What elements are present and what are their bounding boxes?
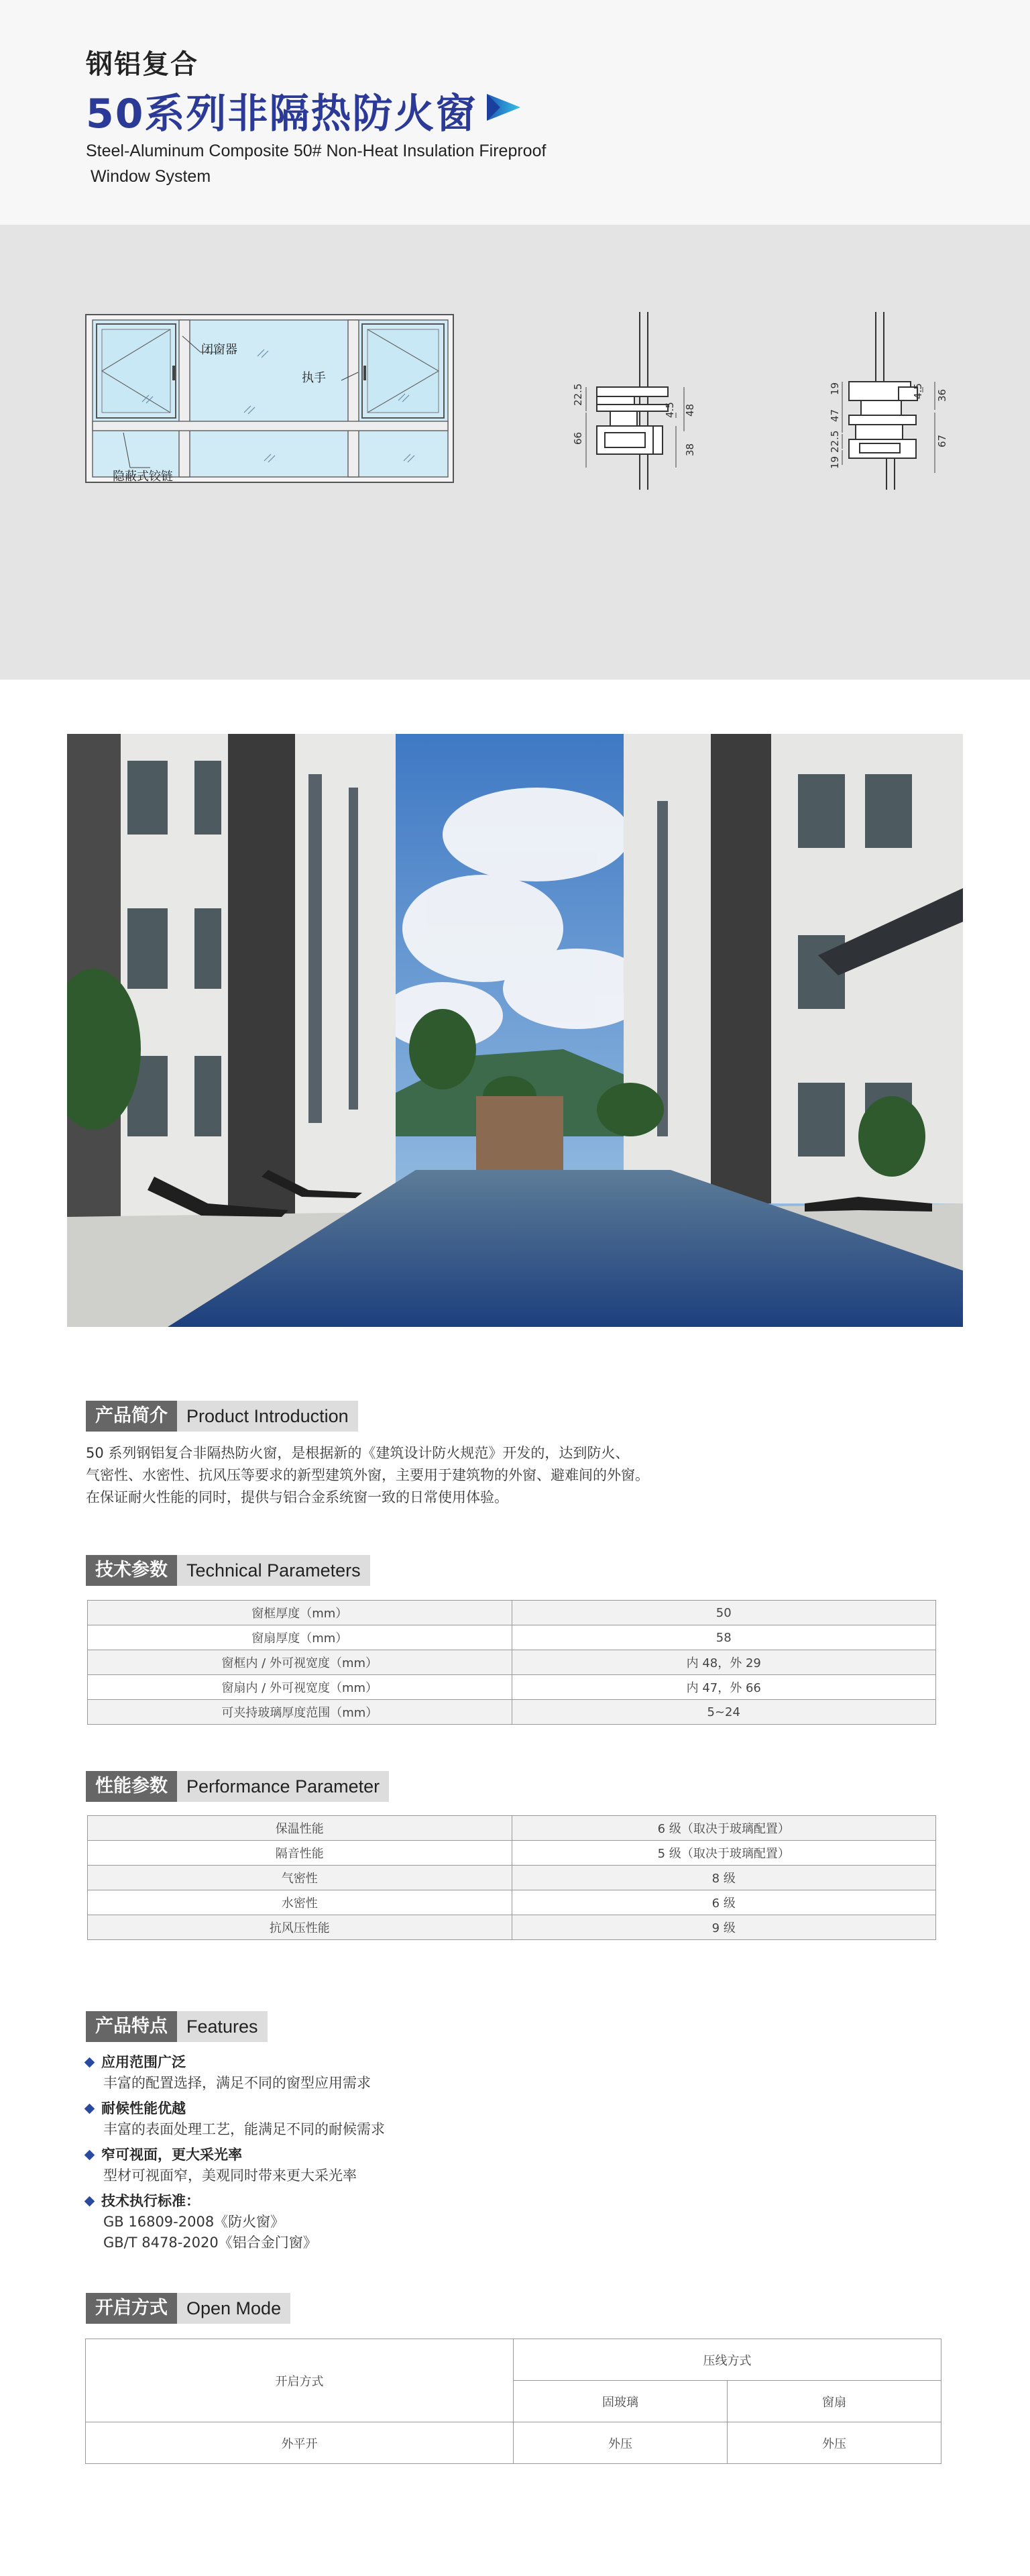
param-name: 水密性 — [88, 1890, 512, 1915]
section-intro-cn: 产品简介 — [86, 1401, 177, 1432]
feature-item — [86, 2051, 891, 2094]
dim-22-5-b: 22.5 — [829, 430, 841, 453]
feature-desc: 丰富的配置选择，满足不同的窗型应用需求 — [103, 2075, 371, 2091]
cell-open-mode: 外平开 — [86, 2422, 514, 2464]
dim-67: 67 — [936, 434, 948, 447]
label-hinge: 隐蔽式铰链 — [113, 470, 173, 484]
intro-line: 气密性、水密性、抗风压等要求的新型建筑外窗，主要用于建筑物的外窗、避难间的外窗。 — [86, 1467, 649, 1483]
table-row — [88, 1625, 936, 1650]
header-press-mode: 压线方式 — [514, 2339, 941, 2381]
frame-section-drawing — [550, 312, 711, 493]
table-row — [88, 1866, 936, 1890]
left-building — [67, 734, 396, 1217]
technical-drawings — [0, 225, 1030, 680]
section-header-open — [86, 2293, 290, 2324]
photo-illustration — [67, 734, 963, 1327]
play-arrow-icon — [484, 93, 522, 122]
section-features-en: Features — [177, 2011, 268, 2042]
param-value: 5~24 — [512, 1700, 936, 1725]
intro-line: 在保证耐火性能的同时，提供与铝合金系统窗一致的日常使用体验。 — [86, 1489, 508, 1505]
param-name: 窗扇厚度（mm） — [88, 1625, 512, 1650]
param-name: 窗扇内 / 外可视宽度（mm） — [88, 1675, 512, 1700]
param-value: 50 — [512, 1601, 936, 1625]
dim-19-top: 19 — [829, 382, 841, 395]
table-row — [88, 1890, 936, 1915]
window-left-sash — [97, 324, 176, 418]
features-list — [86, 2051, 891, 2257]
intro-line: 50 系列钢铝复合非隔热防火窗，是根据新的《建筑设计防火规范》开发的，达到防火、 — [86, 1445, 630, 1461]
section-features-cn: 产品特点 — [86, 2011, 177, 2042]
param-name: 窗框厚度（mm） — [88, 1601, 512, 1625]
feature-item — [86, 2190, 891, 2253]
section1-profile — [597, 312, 668, 490]
feature-title: 耐候性能优越 — [101, 2100, 186, 2116]
feature-title: 技术执行标准： — [101, 2193, 200, 2209]
param-name: 可夹持玻璃厚度范围（mm） — [88, 1700, 512, 1725]
param-name: 抗风压性能 — [88, 1915, 512, 1940]
header-open-mode: 开启方式 — [86, 2339, 514, 2422]
table-row — [88, 1675, 936, 1700]
section-header-intro — [86, 1401, 358, 1432]
table-row — [88, 1650, 936, 1675]
table-row — [88, 1915, 936, 1940]
dim-36: 36 — [936, 388, 948, 402]
section-perf-en: Performance Parameter — [177, 1771, 389, 1802]
mullion-section-drawing — [798, 312, 959, 493]
diamond-bullet-icon — [84, 2196, 95, 2206]
param-value: 6 级 — [512, 1890, 936, 1915]
dim-66: 66 — [572, 431, 584, 445]
param-name: 隔音性能 — [88, 1841, 512, 1866]
table-row — [88, 1816, 936, 1841]
technical-parameters-table — [87, 1600, 936, 1725]
param-value: 内 48，外 29 — [512, 1650, 936, 1675]
header-english-line2: Window System — [86, 167, 211, 186]
feature-title: 应用范围广泛 — [101, 2054, 186, 2070]
section-intro-en: Product Introduction — [177, 1401, 358, 1432]
diamond-bullet-icon — [84, 2149, 95, 2160]
dim-22-5: 22.5 — [572, 383, 584, 406]
open-mode-table — [85, 2339, 941, 2464]
water-feature-wall — [476, 1096, 563, 1170]
performance-parameters-table — [87, 1815, 936, 1940]
dim-4-5: 4.5 — [664, 402, 676, 418]
feature-title: 窄可视面，更大采光率 — [101, 2147, 242, 2163]
param-value: 5 级（取决于玻璃配置） — [512, 1841, 936, 1866]
window-elevation-drawing — [83, 312, 459, 486]
dim-19-bottom: 19 — [829, 455, 841, 469]
section-header-tech — [86, 1555, 370, 1586]
header-subtitle: 钢铝复合 — [86, 49, 198, 80]
header-english-line1: Steel-Aluminum Composite 50# Non-Heat Insulation Fireproof — [86, 142, 547, 160]
param-value: 6 级（取决于玻璃配置） — [512, 1816, 936, 1841]
param-name: 保温性能 — [88, 1816, 512, 1841]
table-row — [86, 2422, 941, 2464]
table-row — [88, 1841, 936, 1866]
param-value: 内 47，外 66 — [512, 1675, 936, 1700]
diamond-bullet-icon — [84, 2103, 95, 2114]
header-english — [86, 138, 546, 189]
dim-47: 47 — [829, 409, 841, 422]
table-row — [88, 1700, 936, 1725]
header-fixed-glass: 固玻璃 — [514, 2381, 728, 2422]
table-row — [88, 1601, 936, 1625]
section-header-features — [86, 2011, 268, 2042]
param-value: 9 级 — [512, 1915, 936, 1940]
section-open-en: Open Mode — [177, 2293, 290, 2324]
label-handle: 执手 — [302, 371, 326, 385]
section-header-perf — [86, 1771, 389, 1802]
feature-desc: 型材可视面窄，美观同时带来更大采光率 — [103, 2167, 357, 2184]
section-tech-en: Technical Parameters — [177, 1555, 370, 1586]
param-name: 窗框内 / 外可视宽度（mm） — [88, 1650, 512, 1675]
building-pool-photo — [67, 734, 963, 1327]
feature-item — [86, 2098, 891, 2140]
cell-sash: 外压 — [728, 2422, 941, 2464]
param-value: 58 — [512, 1625, 936, 1650]
dim-48: 48 — [684, 403, 696, 417]
page-header — [0, 0, 1030, 225]
section2-profile — [849, 312, 917, 490]
window-right-sash — [362, 324, 444, 418]
section-tech-cn: 技术参数 — [86, 1555, 177, 1586]
cell-fixed-glass: 外压 — [514, 2422, 728, 2464]
dim-38: 38 — [684, 443, 696, 456]
param-value: 8 级 — [512, 1866, 936, 1890]
header-sash: 窗扇 — [728, 2381, 941, 2422]
intro-paragraph — [86, 1442, 951, 1509]
feature-item — [86, 2144, 891, 2186]
section-perf-cn: 性能参数 — [86, 1771, 177, 1802]
param-name: 气密性 — [88, 1866, 512, 1890]
feature-desc: GB 16809-2008《防火窗》 — [103, 2214, 285, 2230]
dim-4-5-b: 4.5 — [912, 383, 924, 399]
feature-desc: GB/T 8478-2020《铝合金门窗》 — [103, 2235, 317, 2251]
diamond-bullet-icon — [84, 2057, 95, 2068]
label-closer: 闭窗器 — [201, 343, 237, 357]
section-open-cn: 开启方式 — [86, 2293, 177, 2324]
header-title: 50系列非隔热防火窗 — [86, 91, 477, 138]
feature-desc: 丰富的表面处理工艺，能满足不同的耐候需求 — [103, 2121, 385, 2137]
table-row — [86, 2339, 941, 2381]
